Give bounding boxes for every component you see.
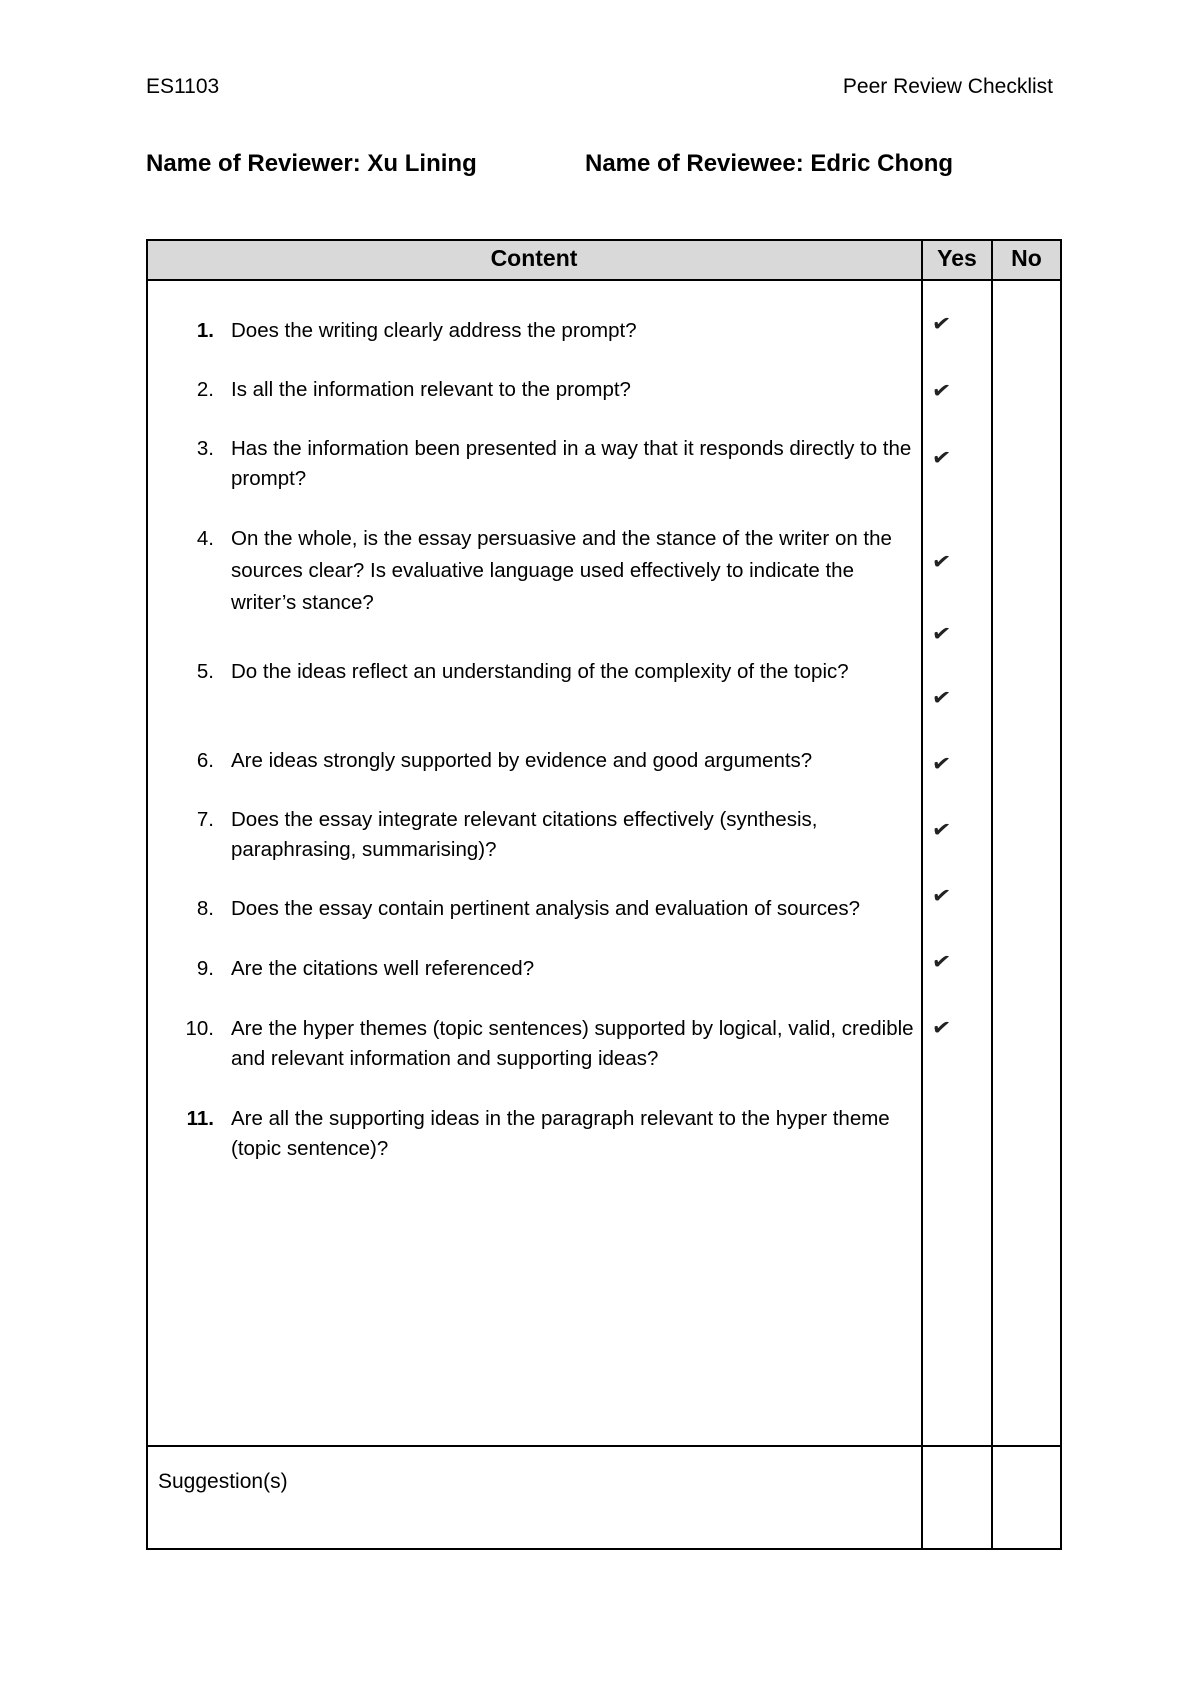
table-border-bottom [146,1548,1062,1550]
suggestion-label: Suggestion(s) [158,1470,288,1493]
table-header-divider [146,279,1062,281]
question-number: 1. [196,319,214,342]
yes-checkmark-icon: ✔ [930,548,953,577]
question-text: Is all the information relevant to the prompt? [231,378,631,401]
question-text: Has the information been presented in a way that it responds directly to the prompt? [231,437,912,490]
course-code: ES1103 [146,75,220,98]
question-text: Are ideas strongly supported by evidence and good arguments? [231,749,813,772]
question-text: Does the writing clearly address the prompt? [231,319,637,342]
column-header-content: Content [490,245,578,271]
yes-checkmark-icon: ✔ [930,310,953,339]
yes-checkmark-icon: ✔ [930,750,953,779]
question-number: 11. [186,1107,214,1130]
document-title: Peer Review Checklist [842,75,1053,98]
table-border-top [146,239,1062,241]
question-text: Does the essay contain pertinent analysis and evaluation of sources? [231,897,861,920]
table-border-left [146,239,148,1550]
yes-checkmark-icon: ✔ [930,444,953,473]
question-number: 8. [196,897,214,920]
yes-checkmark-icon: ✔ [930,684,953,713]
yes-checkmark-icon: ✔ [930,1014,953,1043]
column-header-no: No [1011,245,1042,271]
question-number: 10. [185,1017,214,1040]
question-text: Are the citations well referenced? [231,957,535,980]
question-text: Does the essay integrate relevant citations effectively (synthesis, paraphrasing, summarising)? [231,808,818,861]
question-number: 4. [196,527,214,550]
question-number: 3. [196,437,214,460]
question-text: On the whole, is the essay persuasive and the stance of the writer on the sources clear? Is evaluative language used effectively to indicate the writer’s stance? [231,527,892,614]
question-number: 7. [196,808,214,831]
table-border-right [1060,239,1062,1550]
table-suggestion-divider [146,1445,1062,1447]
yes-checkmark-icon: ✔ [930,816,953,845]
question-text: Are all the supporting ideas in the paragraph relevant to the hyper theme (topic sentence)? [231,1107,890,1160]
reviewer-name: Name of Reviewer: Xu Lining [146,150,477,177]
yes-checkmark-icon: ✔ [930,377,953,406]
question-number: 6. [196,749,214,772]
question-text: Are the hyper themes (topic sentences) supported by logical, valid, credible and relevant information and supporting ideas? [231,1017,914,1070]
question-number: 5. [196,660,214,683]
question-text: Do the ideas reflect an understanding of the complexity of the topic? [231,660,849,683]
question-number: 2. [196,378,214,401]
reviewee-name: Name of Reviewee: Edric Chong [585,150,954,177]
yes-checkmark-icon: ✔ [930,882,953,911]
yes-checkmark-icon: ✔ [930,948,953,977]
column-header-yes: Yes [937,245,977,271]
yes-checkmark-icon: ✔ [930,620,953,649]
table-divider-yes-no [991,239,993,1550]
question-number: 9. [196,957,214,980]
